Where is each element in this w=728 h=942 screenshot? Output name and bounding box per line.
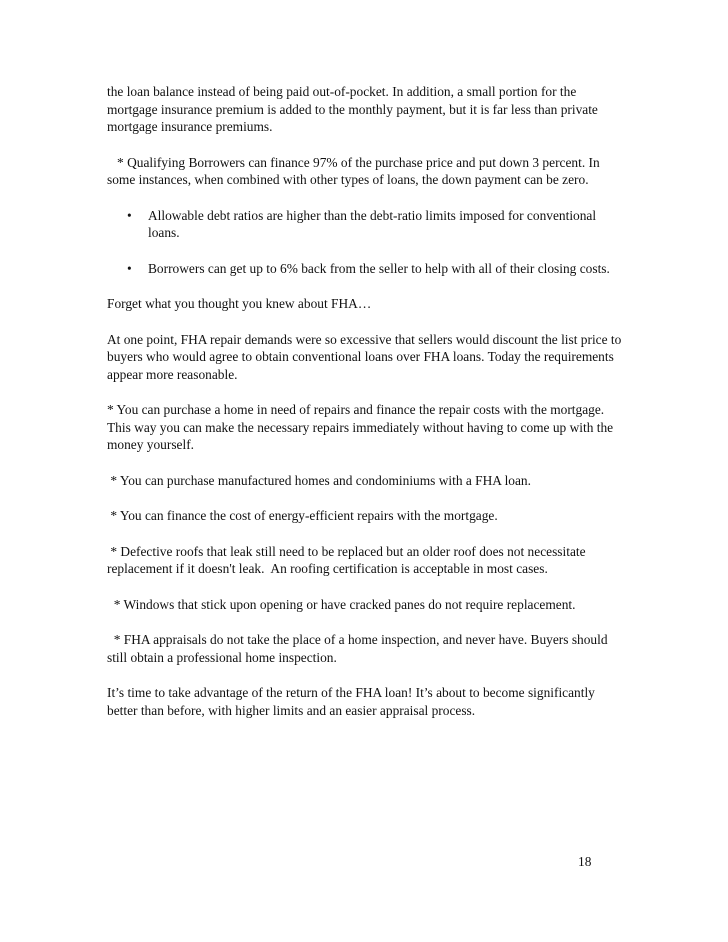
bullet-text-seller-credit: Borrowers can get up to 6% back from the seller to help with all of their closing costs. [148, 260, 610, 276]
paragraph-repair-demands: At one point, FHA repair demands were so excessive that sellers would discount the list price to buyers who would agree to obtain conventional loans over FHA loans. Today the requirements appear more reasonable. [107, 331, 625, 382]
paragraph-loan-balance: the loan balance instead of being paid out-of-pocket. In addition, a small portion for the mortgage insurance premium is added to the monthly payment, but it is far less than private mortgage insurance premiums. [107, 84, 602, 134]
paragraph-manufactured-homes: * You can purchase manufactured homes and condominiums with a FHA loan. [107, 472, 531, 488]
paragraph-forget-fha: Forget what you thought you knew about FHA… [107, 296, 372, 311]
paragraph-appraisals: * FHA appraisals do not take the place of a home inspection, and never have. Buyers should still obtain a professional home inspection. [107, 632, 611, 665]
bullet-icon: • [127, 207, 132, 223]
paragraph-conclusion: It’s time to take advantage of the return of the FHA loan! It’s about to become significantly better than before, with higher limits and an easier appraisal process. [107, 685, 599, 718]
paragraph-qualifying-borrowers: * Qualifying Borrowers can finance 97% of the purchase price and put down 3 percent. In some instances, when combined with other types of loans, the down payment can be zero. [107, 154, 604, 187]
bullet-list [107, 207, 627, 278]
paragraph-finance-repairs: * You can purchase a home in need of repairs and finance the repair costs with the mortgage. This way you can make the necessary repairs immediately without having to come up with the money yourself. [107, 402, 617, 452]
page-number: 18 [578, 854, 592, 869]
list-item [107, 207, 627, 242]
bullet-text-debt-ratios: Allowable debt ratios are higher than the debt-ratio limits imposed for conventional loans. [148, 207, 597, 240]
list-item [107, 260, 627, 278]
paragraph-energy-efficient: * You can finance the cost of energy-efficient repairs with the mortgage. [107, 508, 498, 523]
paragraph-windows: * Windows that stick upon opening or have cracked panes do not require replacement. [107, 596, 576, 612]
paragraph-defective-roofs: * Defective roofs that leak still need to be replaced but an older roof does not necessitate replacement if it doesn't leak. An roofing certification is acceptable in most cases. [107, 543, 589, 576]
page-body [107, 83, 627, 737]
bullet-icon: • [127, 260, 132, 276]
